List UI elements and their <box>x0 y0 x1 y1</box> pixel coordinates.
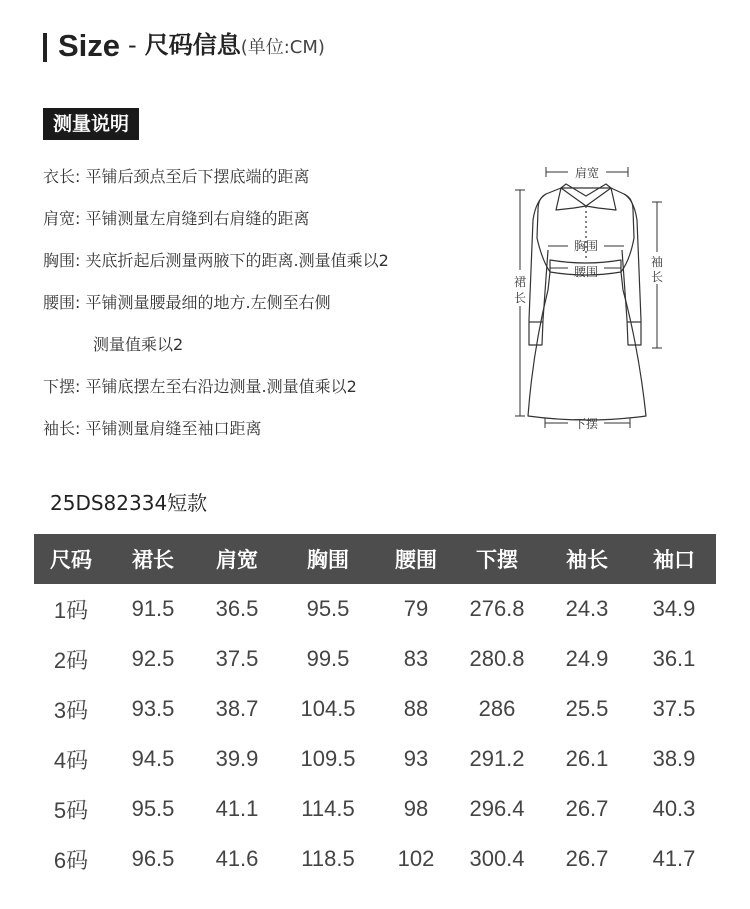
table-cell: 5码 <box>53 797 89 823</box>
table-cell: 34.9 <box>652 596 696 621</box>
diagram-label-skirt-length-2: 长 <box>513 291 527 305</box>
desc-length: 衣长: 平铺后颈点至后下摆底端的距离 <box>43 167 310 186</box>
table-cell: 4码 <box>53 747 89 773</box>
title-size: Size <box>58 28 121 63</box>
table-cell: 93.5 <box>131 696 175 721</box>
table-cell: 26.7 <box>565 846 609 871</box>
table-cell: 24.3 <box>565 596 609 621</box>
table-cell: 102 <box>397 846 435 871</box>
table-cell: 1码 <box>53 597 89 623</box>
table-cell: 26.7 <box>565 796 609 821</box>
table-cell: 114.5 <box>301 796 355 821</box>
table-cell: 2码 <box>53 647 89 673</box>
table-cell: 98 <box>403 796 429 821</box>
diagram-label-hem: 下摆 <box>573 417 599 431</box>
table-cell: 118.5 <box>301 846 355 871</box>
table-cell: 91.5 <box>131 596 175 621</box>
dress-measurement-diagram <box>498 160 674 432</box>
desc-shoulder: 肩宽: 平铺测量左肩缝到右肩缝的距离 <box>43 209 310 228</box>
table-cell: 3码 <box>53 697 89 723</box>
table-cell: 104.5 <box>300 696 356 721</box>
table-cell: 95.5 <box>306 596 350 621</box>
col-header-size: 尺码 <box>34 534 108 584</box>
col-header-hem: 下摆 <box>452 534 542 584</box>
desc-sleeve: 袖长: 平铺测量肩缝至袖口距离 <box>43 419 262 438</box>
col-header-shoulder: 肩宽 <box>198 534 276 584</box>
desc-waist-continued: 测量值乘以2 <box>93 335 184 354</box>
table-row <box>34 784 716 834</box>
diagram-label-sleeve-length-2: 长 <box>650 270 664 284</box>
table-cell: 41.1 <box>215 796 259 821</box>
table-cell: 26.1 <box>565 746 609 771</box>
table-row <box>34 684 716 734</box>
table-row <box>34 584 716 634</box>
desc-waist: 腰围: 平铺测量腰最细的地方.左侧至右侧 <box>43 293 331 312</box>
col-header-waist: 腰围 <box>380 534 452 584</box>
table-row <box>34 734 716 784</box>
table-cell: 24.9 <box>565 646 609 671</box>
desc-hem: 下摆: 平铺底摆左至右沿边测量.测量值乘以2 <box>43 377 357 396</box>
table-row <box>34 834 716 884</box>
table-cell: 36.5 <box>215 596 259 621</box>
table-cell: 39.9 <box>215 746 259 771</box>
table-cell: 25.5 <box>565 696 609 721</box>
table-cell: 296.4 <box>469 796 525 821</box>
table-cell: 96.5 <box>131 846 175 871</box>
table-cell: 95.5 <box>131 796 175 821</box>
table-cell: 38.9 <box>652 746 696 771</box>
title-accent-bar <box>43 33 47 62</box>
table-cell: 38.7 <box>215 696 259 721</box>
dress-outline <box>528 188 646 420</box>
table-cell: 276.8 <box>469 596 525 621</box>
table-cell: 88 <box>403 696 429 721</box>
table-cell: 83 <box>403 646 429 671</box>
title-unit: (单位:CM) <box>240 37 325 58</box>
col-header-sleeve-length: 袖长 <box>542 534 632 584</box>
diagram-label-skirt-length-1: 裙 <box>513 275 527 289</box>
table-cell: 6码 <box>53 847 89 873</box>
table-cell: 291.2 <box>469 746 525 771</box>
table-cell: 99.5 <box>306 646 350 671</box>
table-cell: 40.3 <box>652 796 696 821</box>
measurement-section-label: 测量说明 <box>43 108 139 140</box>
table-cell: 94.5 <box>131 746 175 771</box>
diagram-label-waist: 腰围 <box>573 265 599 279</box>
table-cell: 79 <box>403 596 429 621</box>
diagram-label-shoulder: 肩宽 <box>574 166 600 180</box>
table-cell: 93 <box>403 746 429 771</box>
title-cn: 尺码信息 <box>144 31 241 59</box>
table-cell: 41.7 <box>652 846 696 871</box>
page-title <box>58 28 325 64</box>
col-header-skirt-length: 裙长 <box>108 534 198 584</box>
table-cell: 36.1 <box>652 646 696 671</box>
table-cell: 37.5 <box>215 646 259 671</box>
table-cell: 109.5 <box>300 746 356 771</box>
table-cell: 37.5 <box>652 696 696 721</box>
diagram-label-chest: 胸围 <box>573 239 599 253</box>
col-header-cuff: 袖口 <box>632 534 716 584</box>
desc-chest: 胸围: 夹底折起后测量两腋下的距离.测量值乘以2 <box>43 251 389 270</box>
table-cell: 300.4 <box>469 846 525 871</box>
table-header-row <box>34 534 716 584</box>
diagram-label-sleeve-length-1: 袖 <box>650 255 664 269</box>
table-cell: 92.5 <box>131 646 175 671</box>
collar <box>561 184 611 206</box>
table-row <box>34 634 716 684</box>
col-header-chest: 胸围 <box>276 534 380 584</box>
table-cell: 286 <box>478 696 516 721</box>
table-cell: 41.6 <box>215 846 259 871</box>
title-dash: - <box>128 31 137 59</box>
size-table <box>34 534 716 884</box>
table-cell: 280.8 <box>469 646 525 671</box>
product-code: 25DS82334短款 <box>50 491 208 515</box>
